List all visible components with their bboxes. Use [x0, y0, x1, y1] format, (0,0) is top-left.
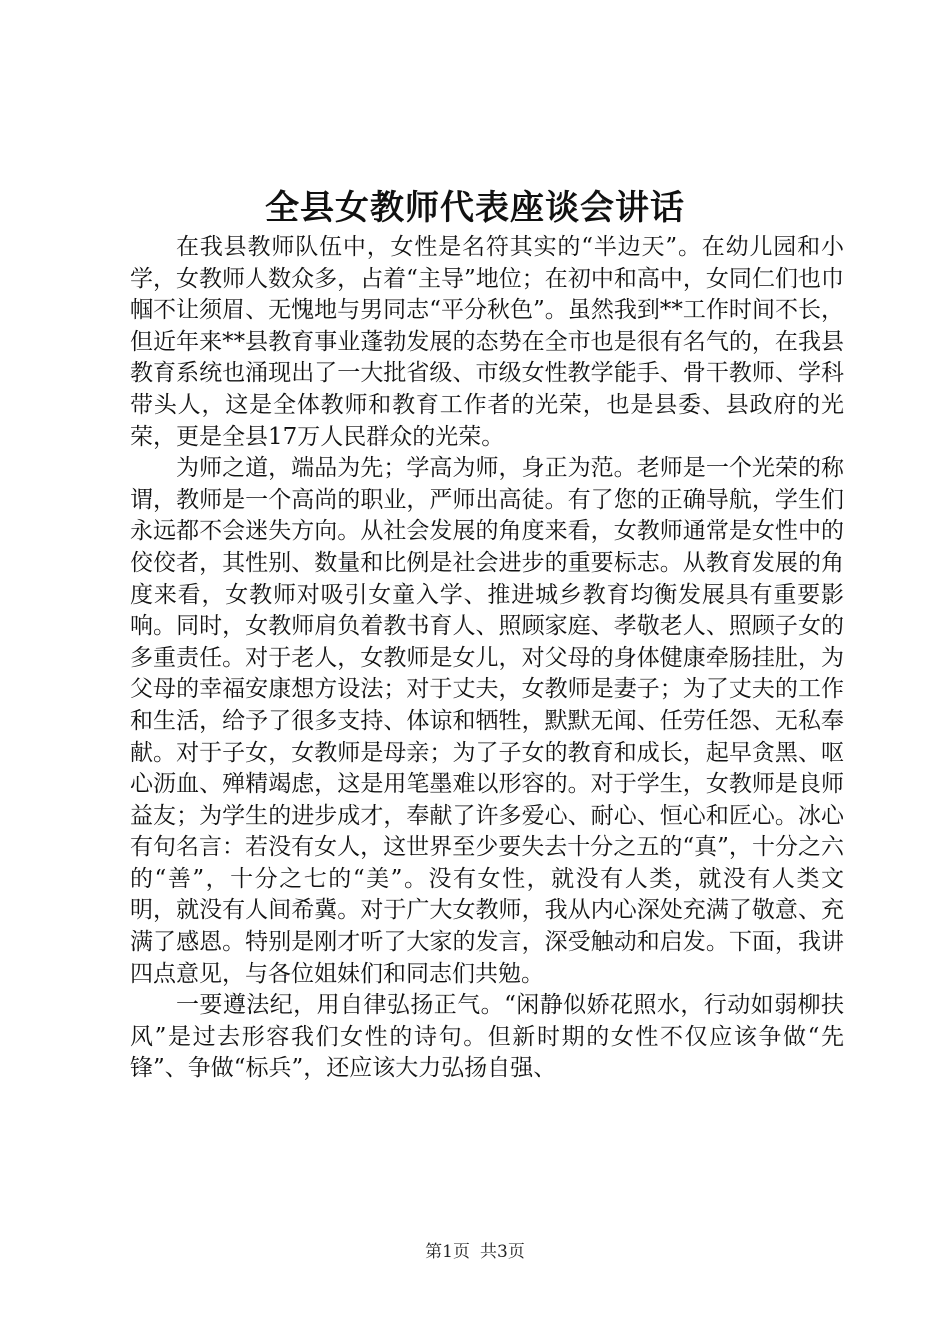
paragraph-1: 在我县教师队伍中，女性是名符其实的“半边天”。在幼儿园和小学，女教师人数众多，占着“主导”地位；在初中和高中，女同仁们也巾帼不让须眉、无愧地与男同志“平分秋色”。虽然我到**工作时间不长，但近年来**县教育事业蓬勃发展的态势在全市也是很有名气的，在我县教育系统也涌现出了一大批省级、市级女性教学能手、骨干教师、学科带头人，这是全体教师和教育工作者的光荣，也是县委、县政府的光荣，更是全县17万人民群众的光荣。	[130, 234, 844, 450]
page-number: 第1页	[425, 1242, 470, 1262]
paragraph-2: 为师之道，端品为先；学高为师，身正为范。老师是一个光荣的称谓，教师是一个高尚的职业，严师出高徒。有了您的正确导航，学生们永远都不会迷失方向。从社会发展的角度来看，女教师通常是女性中的佼佼者，其性别、数量和比例是社会进步的重要标志。从教育发展的角度来看，女教师对吸引女童入学、推进城乡教育均衡发展具有重要影响。同时，女教师肩负着教书育人、照顾家庭、孝敬老人、照顾子女的多重责任。对于老人，女教师是女儿，对父母的身体健康牵肠挂肚，为父母的幸福安康想方设法；对于丈夫，女教师是妻子；为了丈夫的工作和生活，给予了很多支持、体谅和牺牲，默默无闻、任劳任怨、无私奉献。对于子女，女教师是母亲；为了子女的教育和成长，起早贪黑、呕心沥血、殚精竭虑，这是用笔墨难以形容的。对于学生，女教师是良师益友；为学生的进步成才，奉献了许多爱心、耐心、恒心和匠心。冰心有句名言：若没有女人，这世界至少要失去十分之五的“真”，十分之六的“善”，十分之七的“美”。没有女性，就没有人类，就没有人类文明，就没有人间希冀。对于广大女教师，我从内心深处充满了敬意、充满了感恩。特别是刚才听了大家的发言，深受触动和启发。下面，我讲四点意见，与各位姐妹们和同志们共勉。	[130, 455, 844, 987]
document-body	[130, 232, 844, 1085]
page-footer	[0, 1240, 950, 1264]
paragraph-3: 一要遵法纪，用自律弘扬正气。“闲静似娇花照水，行动如弱柳扶风”是过去形容我们女性的诗句。但新时期的女性不仅应该争做“先锋”、争做“标兵”，还应该大力弘扬自强、	[130, 992, 844, 1082]
page-total: 共3页	[480, 1242, 525, 1262]
document-title: 全县女教师代表座谈会讲话	[265, 188, 685, 228]
